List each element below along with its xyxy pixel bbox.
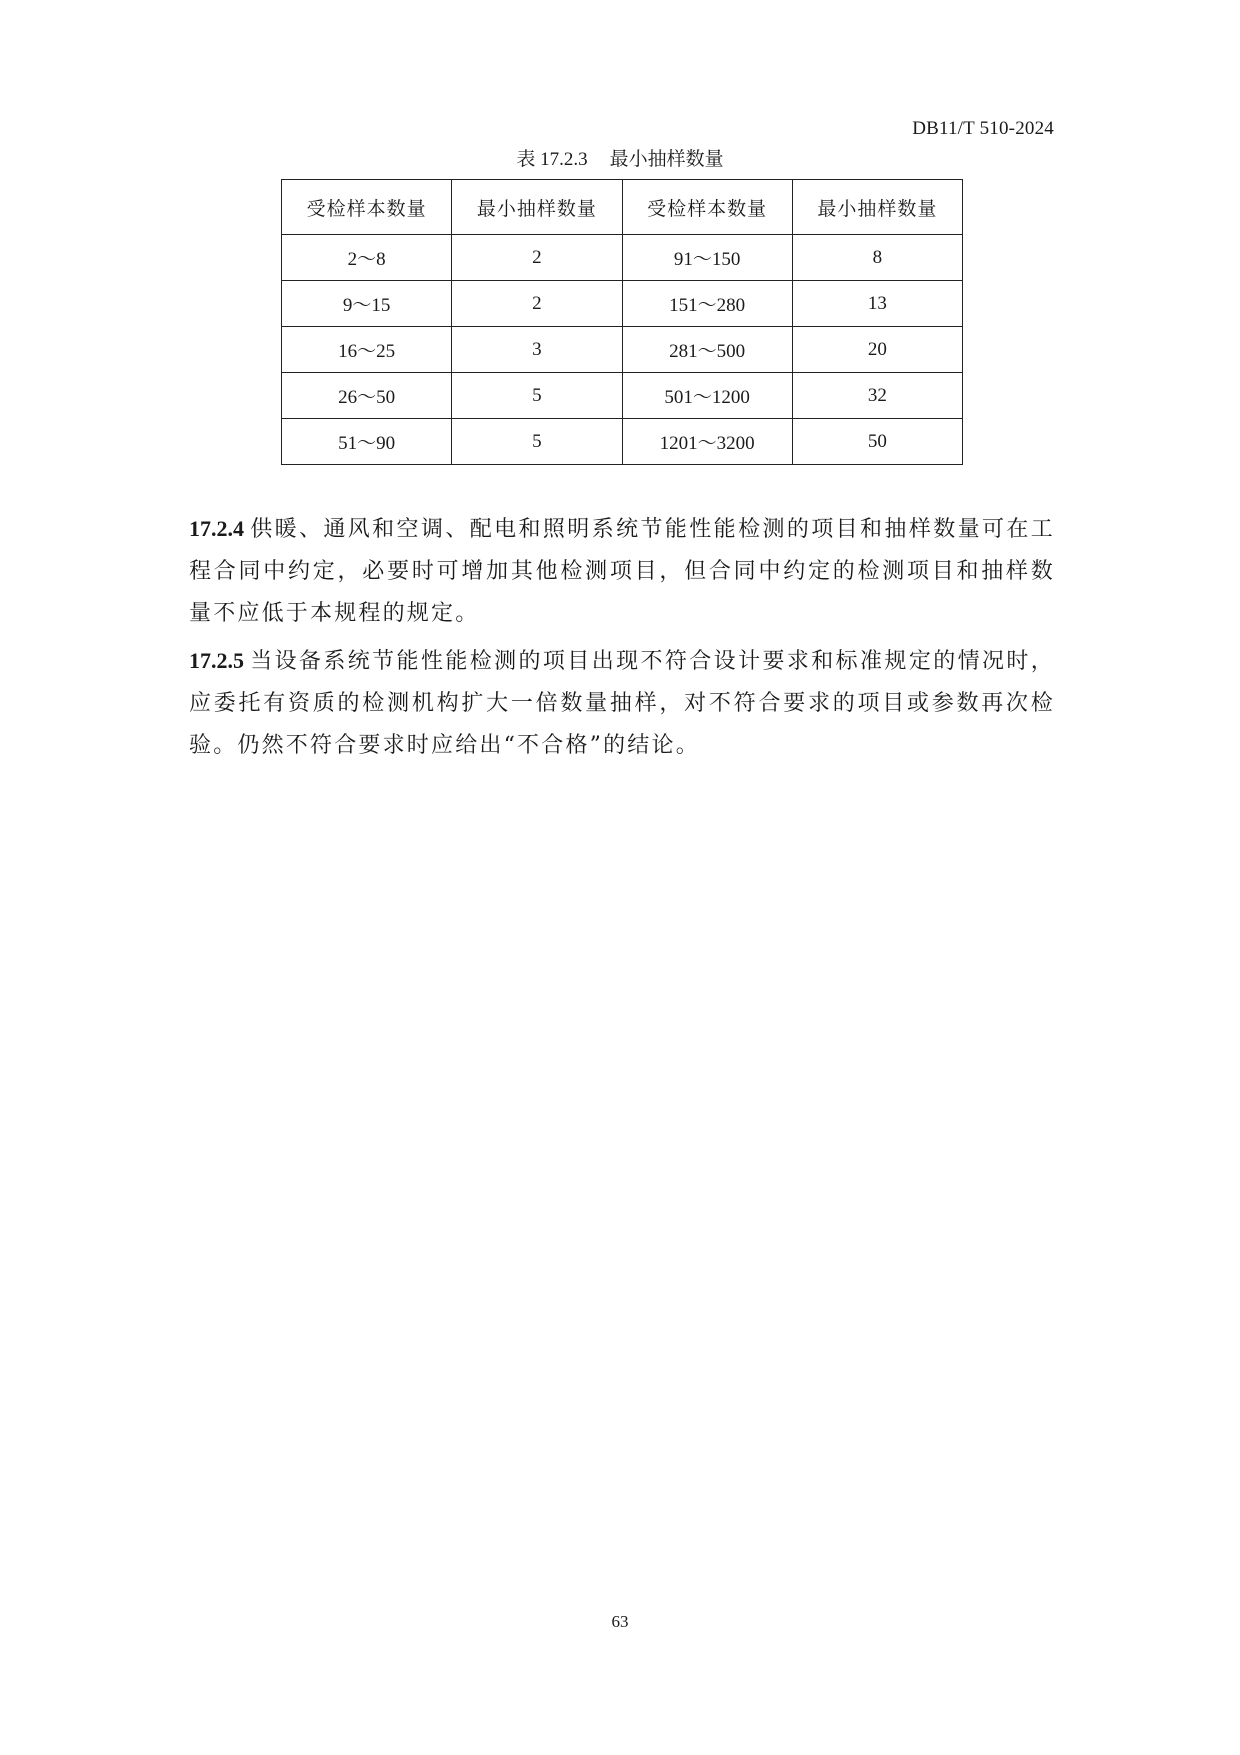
table-cell: 3: [452, 327, 622, 373]
table-cell: 2: [452, 235, 622, 281]
table-caption-title: 最小抽样数量: [609, 148, 724, 170]
table-cell: 20: [792, 327, 962, 373]
table-cell: 9～15: [282, 281, 452, 327]
table-cell: 281～500: [622, 327, 792, 373]
table-row: [282, 281, 963, 327]
table-row: [282, 419, 963, 465]
minimum-sampling-table: [281, 179, 963, 465]
clause-number: 17.2.5: [189, 648, 244, 673]
table-cell: 51～90: [282, 419, 452, 465]
table-header-row: [282, 180, 963, 235]
clause-17-2-4: [189, 508, 1055, 635]
table-cell: 26～50: [282, 373, 452, 419]
header-cell: 受检样本数量: [282, 180, 452, 235]
header-cell: 最小抽样数量: [452, 180, 622, 235]
header-cell: 最小抽样数量: [792, 180, 962, 235]
clause-17-2-5: [189, 640, 1055, 767]
clause-text: 供暖、通风和空调、配电和照明系统节能性能检测的项目和抽样数量可在工程合同中约定，必要时可增加其他检测项目，但合同中约定的检测项目和抽样数量不应低于本规程的规定。: [189, 517, 1055, 626]
table-cell: 91～150: [622, 235, 792, 281]
table-cell: 5: [452, 419, 622, 465]
table-caption: [0, 144, 1240, 171]
header-cell: 受检样本数量: [622, 180, 792, 235]
table-cell: 2～8: [282, 235, 452, 281]
table-row: [282, 235, 963, 281]
clause-text: 当设备系统节能性能检测的项目出现不符合设计要求和标准规定的情况时，应委托有资质的检测机构扩大一倍数量抽样，对不符合要求的项目或参数再次检验。仍然不符合要求时应给出“不合格”的结论。: [189, 649, 1055, 758]
table-cell: 2: [452, 281, 622, 327]
table-cell: 32: [792, 373, 962, 419]
table-caption-number: 表 17.2.3: [516, 149, 588, 170]
table-cell: 151～280: [622, 281, 792, 327]
table-cell: 13: [792, 281, 962, 327]
table-cell: 16～25: [282, 327, 452, 373]
table-row: [282, 373, 963, 419]
table-cell: 8: [792, 235, 962, 281]
table-cell: 1201～3200: [622, 419, 792, 465]
page-number: 63: [611, 1612, 629, 1631]
table-row: [282, 327, 963, 373]
table-cell: 50: [792, 419, 962, 465]
table-cell: 5: [452, 373, 622, 419]
clause-number: 17.2.4: [189, 516, 244, 541]
table-cell: 501～1200: [622, 373, 792, 419]
standard-code: DB11/T 510-2024: [912, 118, 1054, 139]
